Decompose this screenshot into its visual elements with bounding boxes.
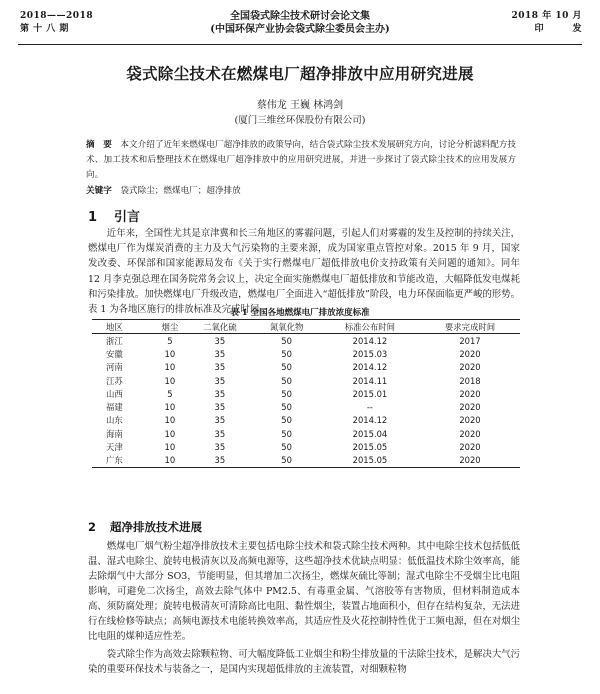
- table-cell: 安徽: [106, 348, 123, 359]
- section1-title: 引言: [114, 210, 141, 225]
- table-cell: 10: [164, 428, 176, 439]
- table-cell: 50: [281, 362, 292, 373]
- table-cell: 2015.05: [320, 454, 420, 468]
- table-cell: 50: [281, 428, 292, 439]
- table1: [92, 319, 520, 468]
- table-row: [92, 374, 520, 387]
- table-row: [92, 454, 520, 468]
- header-issue: 第 十 八 期: [20, 24, 69, 34]
- table-cell: 2020: [459, 348, 481, 359]
- table-cell: 2018: [459, 375, 481, 386]
- abstract-label: 摘 要: [86, 140, 112, 150]
- table-cell: 河南: [106, 362, 123, 373]
- paper-title: 袋式除尘技术在燃煤电厂超净排放中应用研究进展: [126, 65, 474, 83]
- section1-paragraph: 近年来，全国性尤其是京津冀和长三角地区的雾霾问题，引起人们对雾霾的发生及控制的持续关注，燃煤电厂作为煤炭消费的主力及大气污染物的主要来源，成为国家重点管控对象。2015 年 9 月，国家发改委、环保部和国家能源局发布《关于实行燃煤电厂超低排放电价支持政策有关问题的通知》。同年 12 月李克强总理在国务院常务会议上，决定全面实施燃煤电厂超低排放和节能改造，大幅降低发电煤耗和污染排放。加快燃煤电厂升级改造，燃煤电厂全面进入“超低排放”阶段，电力环保面临更严峻的形势。表 1 为各地区施行的排放标准及完成时间。: [88, 228, 520, 316]
- table-cell: 50: [281, 442, 292, 453]
- header-right: [512, 10, 582, 36]
- keywords-text: 袋式除尘；燃煤电厂；超净排放: [120, 186, 241, 196]
- table-row: [92, 440, 520, 453]
- table-cell: 江苏: [106, 375, 123, 386]
- table-cell: 2014.12: [352, 362, 388, 373]
- table-cell: 2020: [459, 428, 481, 439]
- paper-affiliation: (厦门三维丝环保股份有限公司): [234, 115, 366, 126]
- table-row: [92, 427, 520, 440]
- table-cell: 50: [281, 348, 292, 359]
- table-cell: 10: [153, 454, 186, 468]
- header-organizer: (中国环保产业协会袋式除尘委员会主办): [210, 24, 390, 35]
- table1-caption: 表 1 全国各地燃煤电厂排放浓度标准: [230, 308, 370, 318]
- abstract: [86, 138, 516, 183]
- section2-title: 超净排放技术进展: [110, 520, 202, 534]
- table-cell: 50: [281, 375, 292, 386]
- table-cell: 2020: [459, 415, 481, 426]
- table-cell: 2014.12: [352, 415, 388, 426]
- table1-header-cell: 标准公布时间: [320, 320, 420, 334]
- table1-header-row: [92, 320, 520, 334]
- table-cell: 海南: [106, 428, 123, 439]
- table-cell: 35: [214, 415, 226, 426]
- table1-header-cell: 地区: [92, 320, 153, 334]
- table-cell: 35: [214, 362, 226, 373]
- table-cell: 50: [253, 454, 320, 468]
- section1-number: 1: [88, 210, 98, 225]
- keywords: [86, 184, 516, 196]
- table-cell: 50: [281, 402, 292, 413]
- table-cell: 天津: [106, 442, 123, 453]
- table1-header-cell: 烟尘: [153, 320, 186, 334]
- header-proceedings-title: 全国袋式除尘技术研讨会论文集: [230, 11, 370, 22]
- table1-header-cell: 二氧化硫: [187, 320, 254, 334]
- table-row: [92, 334, 520, 348]
- table-cell: 福建: [106, 402, 123, 413]
- table-cell: 2014.11: [352, 375, 388, 386]
- keywords-label: 关键字: [86, 186, 112, 196]
- table-cell: 山西: [106, 388, 123, 399]
- table-cell: 2015.04: [352, 428, 388, 439]
- table-cell: 10: [164, 442, 176, 453]
- table-cell: 5: [167, 388, 173, 399]
- table1-header-cell: 氮氧化物: [253, 320, 320, 334]
- table-row: [92, 387, 520, 400]
- table-cell: 35: [214, 402, 226, 413]
- table-cell: 2017: [459, 335, 481, 346]
- table-cell: --: [366, 402, 373, 413]
- section2-paragraph-2: 袋式除尘作为高效去除颗粒物、可大幅度降低工业烟尘和粉尘排放量的干法除尘技术，是解决大气污染的重要环保技术与装备之一，是国内实现超低排放的主流装置，对细颗粒物: [88, 649, 520, 675]
- header-year-range: 2018——2018: [20, 11, 94, 21]
- table-cell: 2020: [420, 454, 520, 468]
- table-row: [92, 361, 520, 374]
- header-center: [0, 10, 600, 36]
- table-cell: 35: [214, 348, 226, 359]
- table-cell: 2020: [459, 362, 481, 373]
- table-cell: 2015.01: [352, 388, 388, 399]
- section2-paragraph-1: 燃煤电厂烟气粉尘超净排放技术主要包括电除尘技术和袋式除尘技术两种。其中电除尘技术包括低低温、湿式电除尘、旋转电极清灰以及高频电源等，这些超净技术优缺点明显：低低温技术除尘效率高，能去除烟气中大部分 SO3，节能明显，但其增加二次扬尘，燃煤灰硫比等制；湿式电除尘不受烟尘比电阻影响，可避免二次扬尘，高效去除气体中 PM2.5、有毒重金属、气溶胶等有害物质，但材料制造成本高、须防腐处理；旋转电极清灰可清除高比电阻、黏性烟尘，装置占地面积小，但存在结构复杂，无法进行在线检修等缺点；高频电源技术电能转换效率高，其适应性及火花控制特性优于工频电源，但在对烟尘比电阻的煤种适应性差。: [88, 541, 520, 642]
- table-cell: 35: [214, 442, 226, 453]
- table-cell: 2015.03: [352, 348, 388, 359]
- table-cell: 5: [167, 335, 173, 346]
- table-cell: 50: [281, 388, 292, 399]
- header-print: 印 发: [534, 24, 582, 34]
- table-cell: 35: [214, 388, 226, 399]
- table-cell: 2014.12: [352, 335, 388, 346]
- table-cell: 35: [214, 375, 226, 386]
- header-date: 2018 年 10 月: [511, 11, 582, 21]
- table-cell: 10: [164, 402, 176, 413]
- table-cell: 2020: [459, 402, 481, 413]
- section2-number: 2: [88, 520, 97, 534]
- paper-authors: 蔡伟龙 王巍 林鸿剑: [256, 100, 344, 111]
- table-cell: 35: [187, 454, 254, 468]
- table1-header-cell: 要求完成时间: [420, 320, 520, 334]
- table-cell: 浙江: [106, 335, 123, 346]
- header-rule: [18, 44, 582, 45]
- section2-heading: [88, 519, 202, 535]
- table-cell: 广东: [92, 454, 153, 468]
- table-row: [92, 347, 520, 360]
- table-cell: 山东: [106, 415, 123, 426]
- table-cell: 50: [281, 335, 292, 346]
- table-cell: 50: [281, 415, 292, 426]
- table-cell: 2020: [459, 442, 481, 453]
- table-cell: 10: [164, 415, 176, 426]
- running-header: [0, 8, 600, 50]
- table-cell: 35: [214, 335, 226, 346]
- table-cell: 2020: [459, 388, 481, 399]
- table-cell: 10: [164, 375, 176, 386]
- table-cell: 10: [164, 348, 176, 359]
- table-cell: 2015.05: [352, 442, 388, 453]
- section1-heading: [88, 206, 140, 225]
- table-row: [92, 414, 520, 427]
- table-cell: 10: [164, 362, 176, 373]
- table-cell: 35: [214, 428, 226, 439]
- table1-body: [92, 334, 520, 468]
- abstract-text: 本文介绍了近年来燃煤电厂超净排放的政策导向，结合袋式除尘技术发展研究方向，讨论分析滤料配方技术、加工技术和后整理技术在燃煤电厂超净排放中的应用研究进展，并进一步探讨了袋式除尘技术的应用发展方向。: [86, 140, 516, 180]
- table-row: [92, 400, 520, 413]
